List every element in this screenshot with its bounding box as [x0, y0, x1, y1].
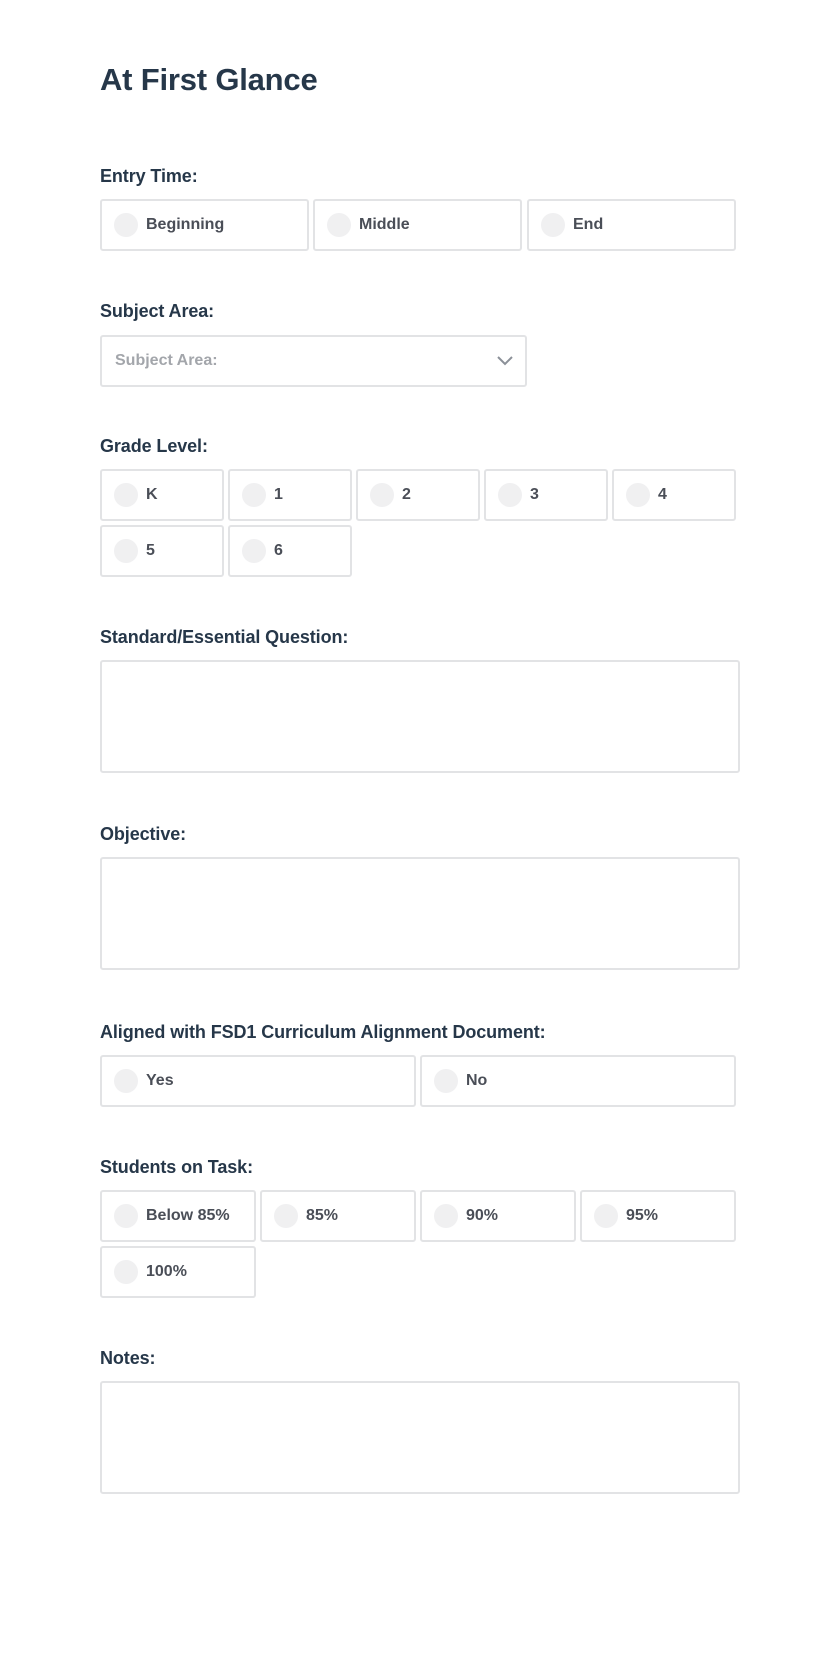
- grade-level-option-k[interactable]: [100, 469, 224, 521]
- students-on-task-label: Students on Task:: [100, 1157, 253, 1177]
- radio-circle-icon: [114, 213, 138, 237]
- radio-circle-icon: [498, 483, 522, 507]
- radio-circle-icon: [242, 539, 266, 563]
- notes-textarea[interactable]: [100, 1381, 740, 1494]
- radio-circle-icon: [541, 213, 565, 237]
- option-label: 90%: [466, 1207, 499, 1224]
- radio-circle-icon: [114, 1069, 138, 1093]
- entry-time-option-end[interactable]: [527, 199, 736, 251]
- radio-circle-icon: [434, 1204, 458, 1228]
- radio-circle-icon: [594, 1204, 618, 1228]
- option-label: 1: [274, 486, 283, 503]
- radio-circle-icon: [626, 483, 650, 507]
- entry-time-option-beginning[interactable]: [100, 199, 309, 251]
- option-label: 4: [658, 486, 667, 503]
- option-label: No: [466, 1072, 488, 1089]
- radio-circle-icon: [114, 1260, 138, 1284]
- option-label: End: [573, 216, 604, 233]
- grade-level-label: Grade Level:: [100, 436, 208, 456]
- radio-circle-icon: [370, 483, 394, 507]
- option-label: 6: [274, 542, 283, 559]
- option-label: Below 85%: [146, 1207, 230, 1224]
- grade-level-option-5[interactable]: [100, 525, 224, 577]
- subject-area-placeholder: Subject Area:: [115, 352, 218, 369]
- grade-level-option-1[interactable]: [228, 469, 352, 521]
- aligned-option-yes[interactable]: [100, 1055, 416, 1107]
- students-on-task-option-90[interactable]: [420, 1190, 576, 1242]
- aligned-label: Aligned with FSD1 Curriculum Alignment Document:: [100, 1022, 546, 1042]
- option-label: Beginning: [146, 216, 225, 233]
- notes-label: Notes:: [100, 1348, 156, 1368]
- option-label: 3: [530, 486, 539, 503]
- grade-level-option-2[interactable]: [356, 469, 480, 521]
- entry-time-label: Entry Time:: [100, 166, 198, 186]
- option-label: 2: [402, 486, 411, 503]
- option-label: Yes: [146, 1072, 174, 1089]
- students-on-task-option-95[interactable]: [580, 1190, 736, 1242]
- subject-area-select[interactable]: [100, 335, 527, 387]
- option-label: 85%: [306, 1207, 339, 1224]
- chevron-down-icon: [497, 354, 513, 366]
- radio-circle-icon: [327, 213, 351, 237]
- radio-circle-icon: [434, 1069, 458, 1093]
- grade-level-option-3[interactable]: [484, 469, 608, 521]
- option-label: Middle: [359, 216, 410, 233]
- objective-textarea[interactable]: [100, 857, 740, 970]
- radio-circle-icon: [114, 539, 138, 563]
- option-label: K: [146, 486, 158, 503]
- option-label: 5: [146, 542, 155, 559]
- students-on-task-option-below-85[interactable]: [100, 1190, 256, 1242]
- option-label: 95%: [626, 1207, 659, 1224]
- radio-circle-icon: [274, 1204, 298, 1228]
- grade-level-option-6[interactable]: [228, 525, 352, 577]
- radio-circle-icon: [114, 1204, 138, 1228]
- grade-level-option-4[interactable]: [612, 469, 736, 521]
- students-on-task-option-85[interactable]: [260, 1190, 416, 1242]
- entry-time-option-middle[interactable]: [313, 199, 522, 251]
- option-label: 100%: [146, 1263, 187, 1280]
- standard-question-label: Standard/Essential Question:: [100, 627, 349, 647]
- page-title: At First Glance: [100, 62, 318, 97]
- radio-circle-icon: [242, 483, 266, 507]
- aligned-option-no[interactable]: [420, 1055, 736, 1107]
- objective-label: Objective:: [100, 824, 187, 844]
- students-on-task-option-100[interactable]: [100, 1246, 256, 1298]
- subject-area-label: Subject Area:: [100, 301, 215, 321]
- standard-question-textarea[interactable]: [100, 660, 740, 773]
- radio-circle-icon: [114, 483, 138, 507]
